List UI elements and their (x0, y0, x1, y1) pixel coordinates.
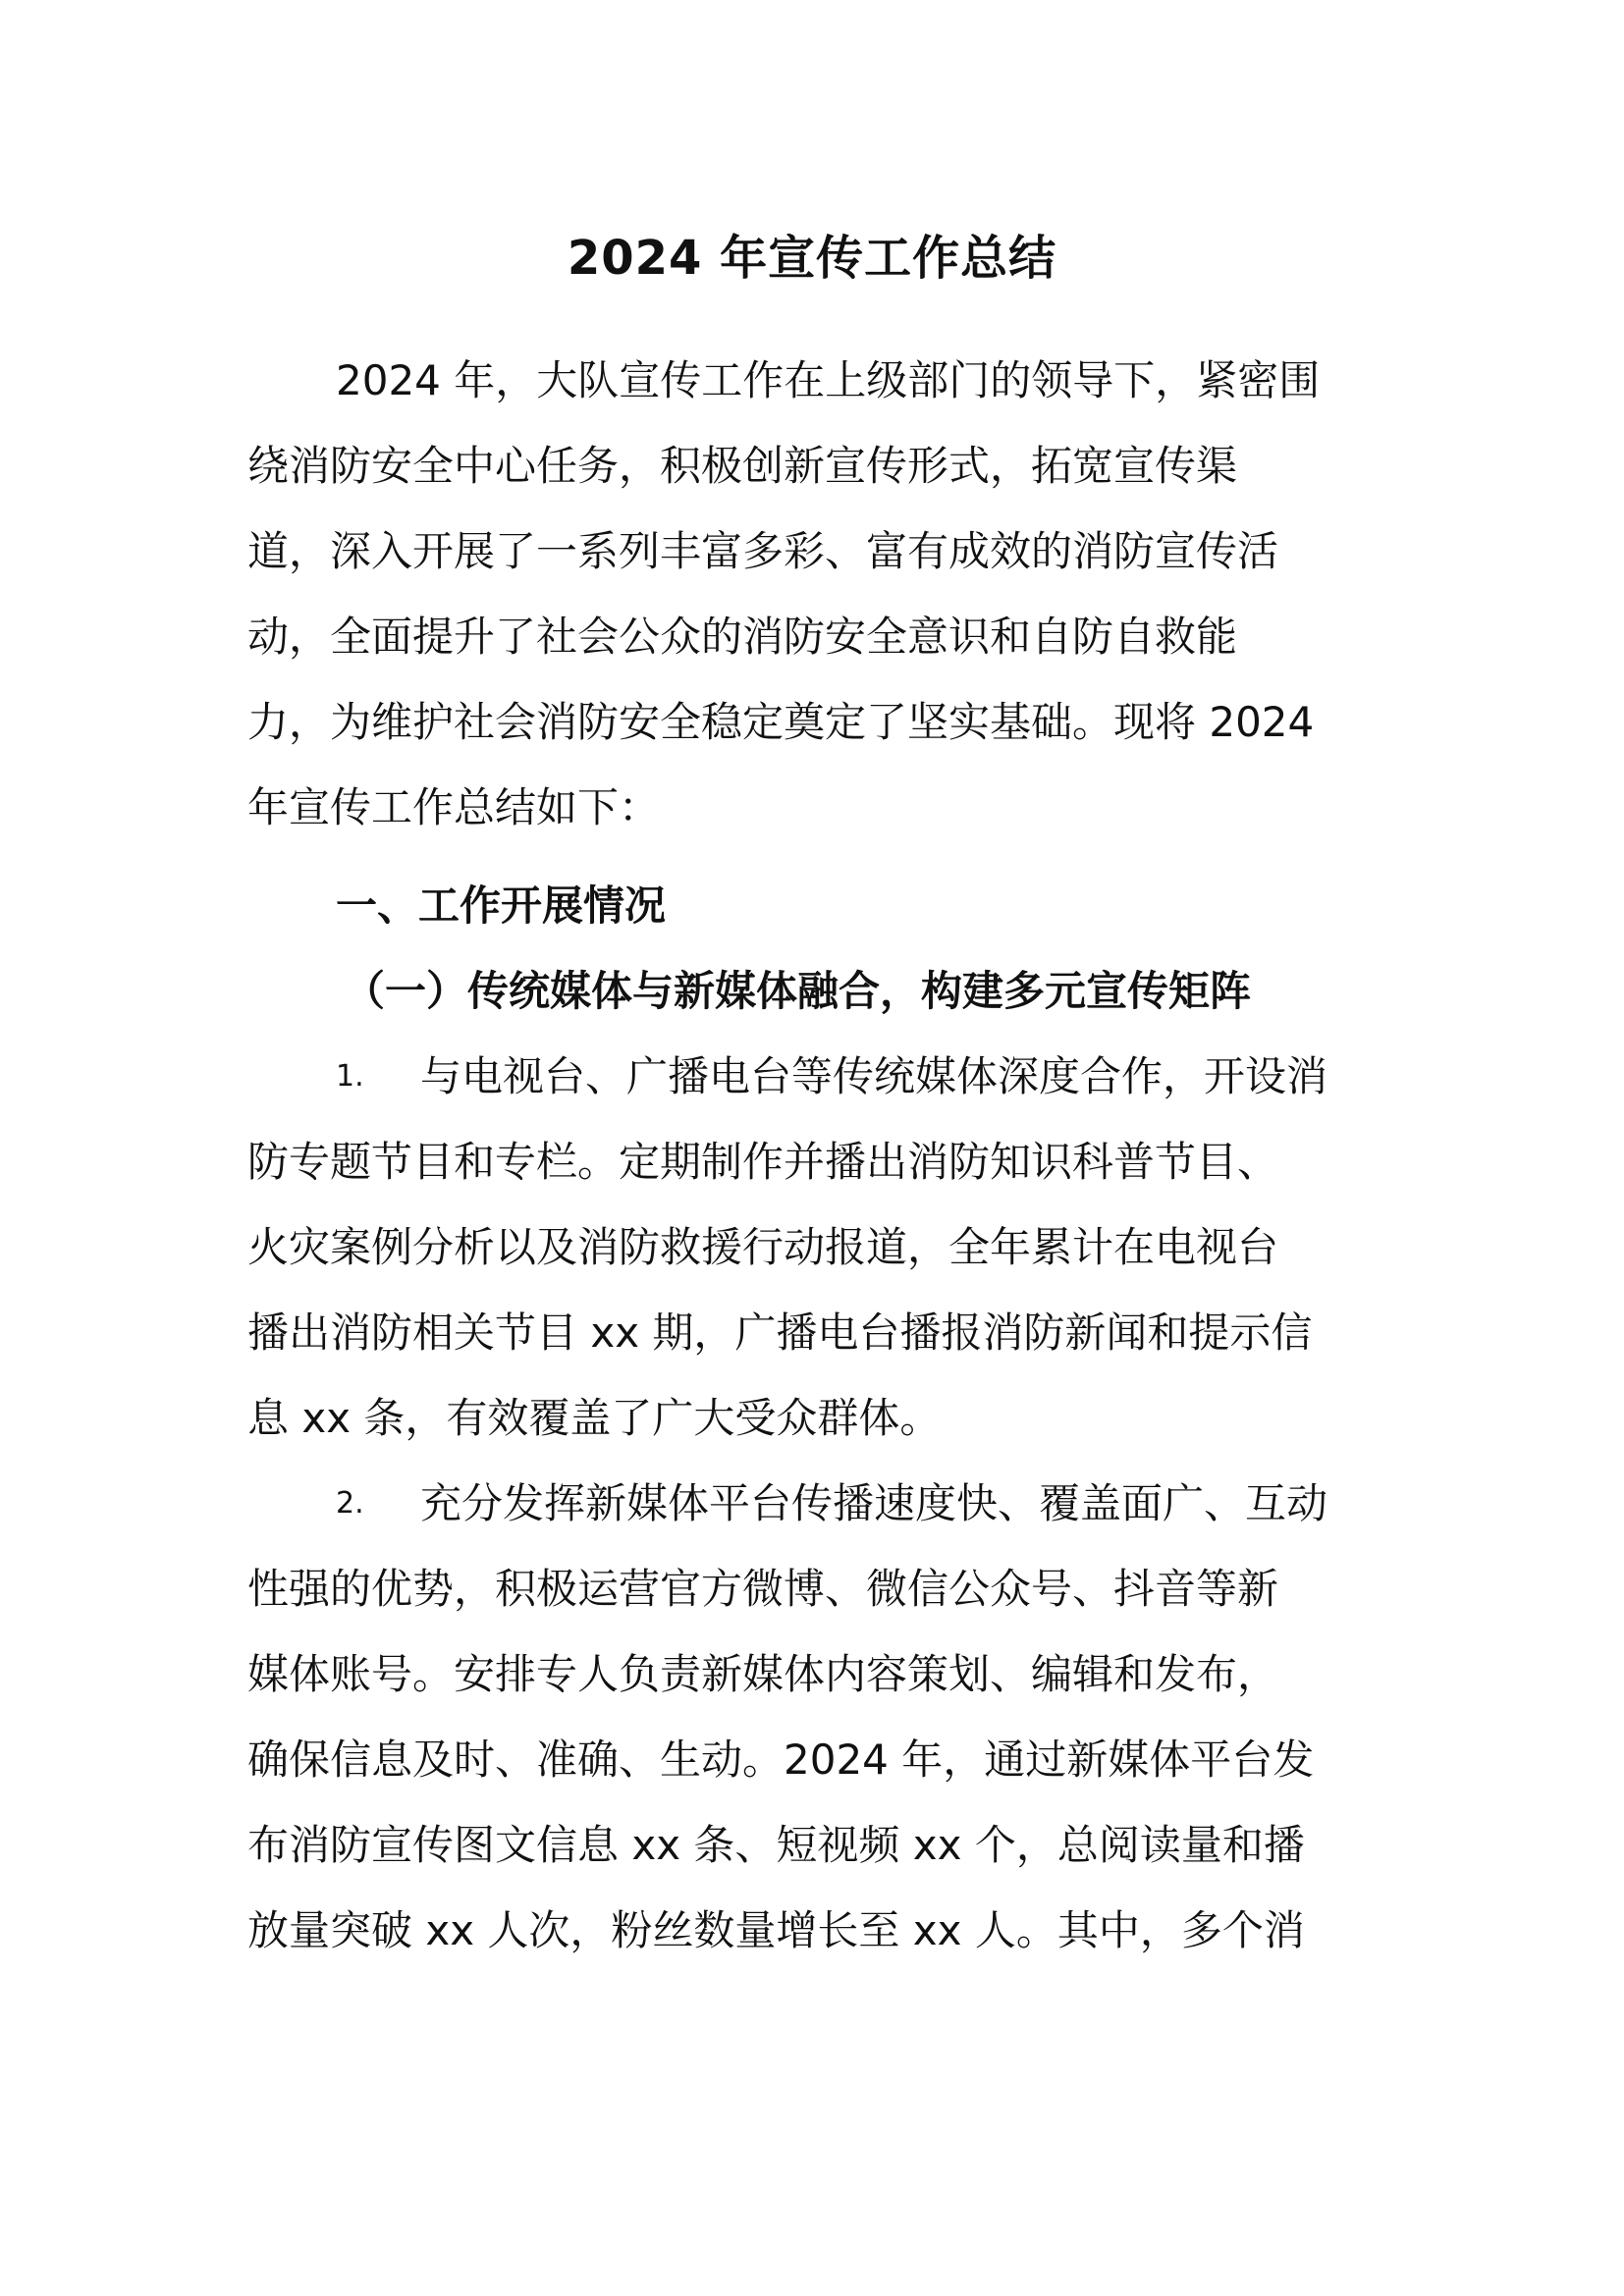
list-line: 媒体账号。安排专人负责新媒体内容策划、编辑和发布， (247, 1650, 1279, 1698)
intro-line: 道，深入开展了一系列丰富多彩、富有成效的消防宣传活 (247, 527, 1279, 575)
list-line: 播出消防相关节目 xx 期，广播电台播报消防新闻和提示信 (247, 1308, 1313, 1357)
list-number: 2. (336, 1486, 364, 1521)
section-heading: 一、工作开展情况 (336, 881, 667, 930)
intro-line: 2024 年，大队宣传工作在上级部门的领导下，紧密围 (336, 356, 1321, 404)
list-line: 充分发挥新媒体平台传播速度快、覆盖面广、互动 (420, 1479, 1328, 1527)
document-title: 2024 年宣传工作总结 (567, 231, 1057, 286)
intro-line: 绕消防安全中心任务，积极创新宣传形式，拓宽宣传渠 (247, 442, 1238, 490)
list-line: 息 xx 条，有效覆盖了广大受众群体。 (247, 1394, 942, 1442)
list-line: 放量突破 xx 人次，粉丝数量增长至 xx 人。其中，多个消 (247, 1906, 1305, 1954)
list-line: 确保信息及时、准确、生动。2024 年，通过新媒体平台发 (247, 1735, 1315, 1784)
list-line: 性强的优势，积极运营官方微博、微信公众号、抖音等新 (247, 1565, 1279, 1613)
list-line: 防专题节目和专栏。定期制作并播出消防知识科普节目、 (247, 1138, 1279, 1186)
list-line: 与电视台、广播电台等传统媒体深度合作，开设消 (420, 1052, 1328, 1100)
list-line: 火灾案例分析以及消防救援行动报道，全年累计在电视台 (247, 1223, 1279, 1271)
list-line: 布消防宣传图文信息 xx 条、短视频 xx 个，总阅读量和播 (247, 1821, 1305, 1869)
intro-line: 动，全面提升了社会公众的消防安全意识和自防自救能 (247, 613, 1238, 661)
intro-line: 年宣传工作总结如下： (247, 783, 661, 831)
intro-line: 力，为维护社会消防安全稳定奠定了坚实基础。现将 2024 (247, 698, 1315, 746)
subsection-heading: （一）传统媒体与新媒体融合，构建多元宣传矩阵 (344, 967, 1252, 1015)
list-number: 1. (336, 1059, 364, 1094)
